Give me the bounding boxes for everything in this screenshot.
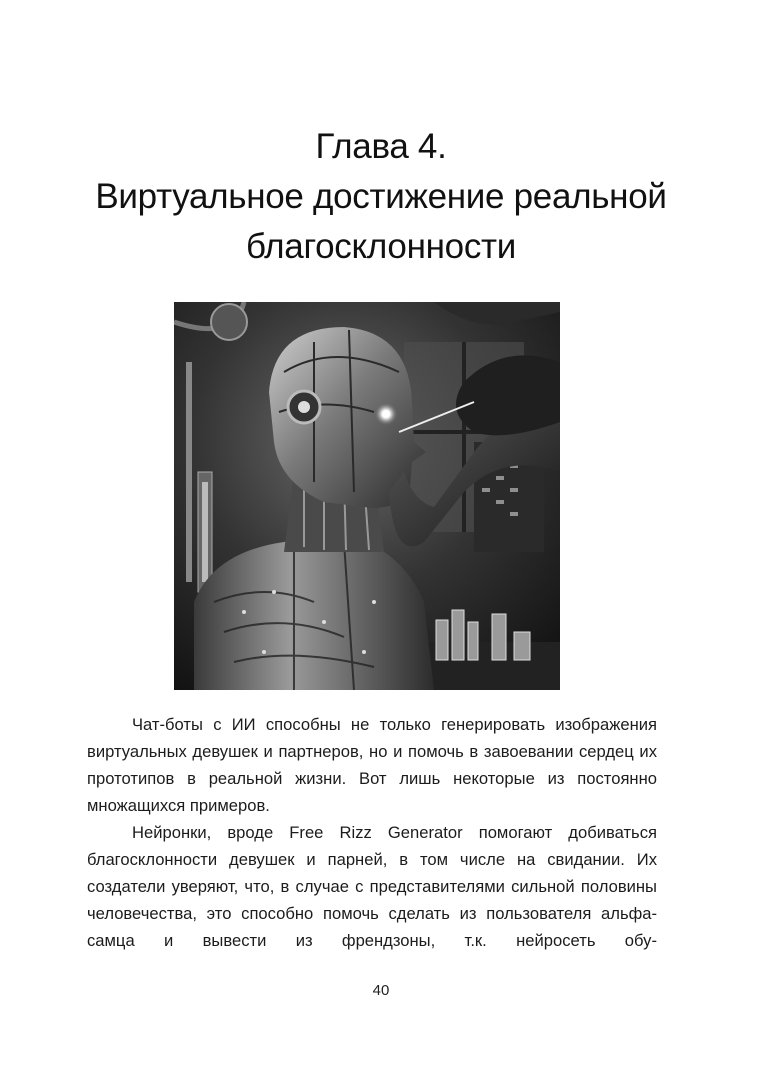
chapter-heading bbox=[40, 122, 722, 272]
chapter-title-line-2: благосклонности bbox=[245, 227, 516, 266]
cyborg-illustration bbox=[174, 302, 560, 690]
chapter-title-line-1: Виртуальное достижение реальной bbox=[95, 177, 667, 216]
page-number: 40 bbox=[372, 982, 390, 999]
body-text bbox=[87, 711, 657, 954]
paragraph-2: Нейронки, вроде Free Rizz Generator помогают добиваться благосклонности девушек и парней, в том числе на свидании. Их создатели уверяют, что, в случае с представителями сильной половины человечества, это способно помочь сделать из пользователя альфа-самца и вывести из френдзоны, т.к. нейросеть обу- bbox=[87, 823, 657, 950]
chapter-number: Глава 4. bbox=[315, 127, 447, 166]
paragraph-1: Чат-боты с ИИ способны не только генерировать изображения виртуальных девушек и партнеров, но и помочь в завоевании сердец их прототипов в реальной жизни. Вот лишь некоторые из постоянно множащихся примеров. bbox=[87, 715, 657, 815]
